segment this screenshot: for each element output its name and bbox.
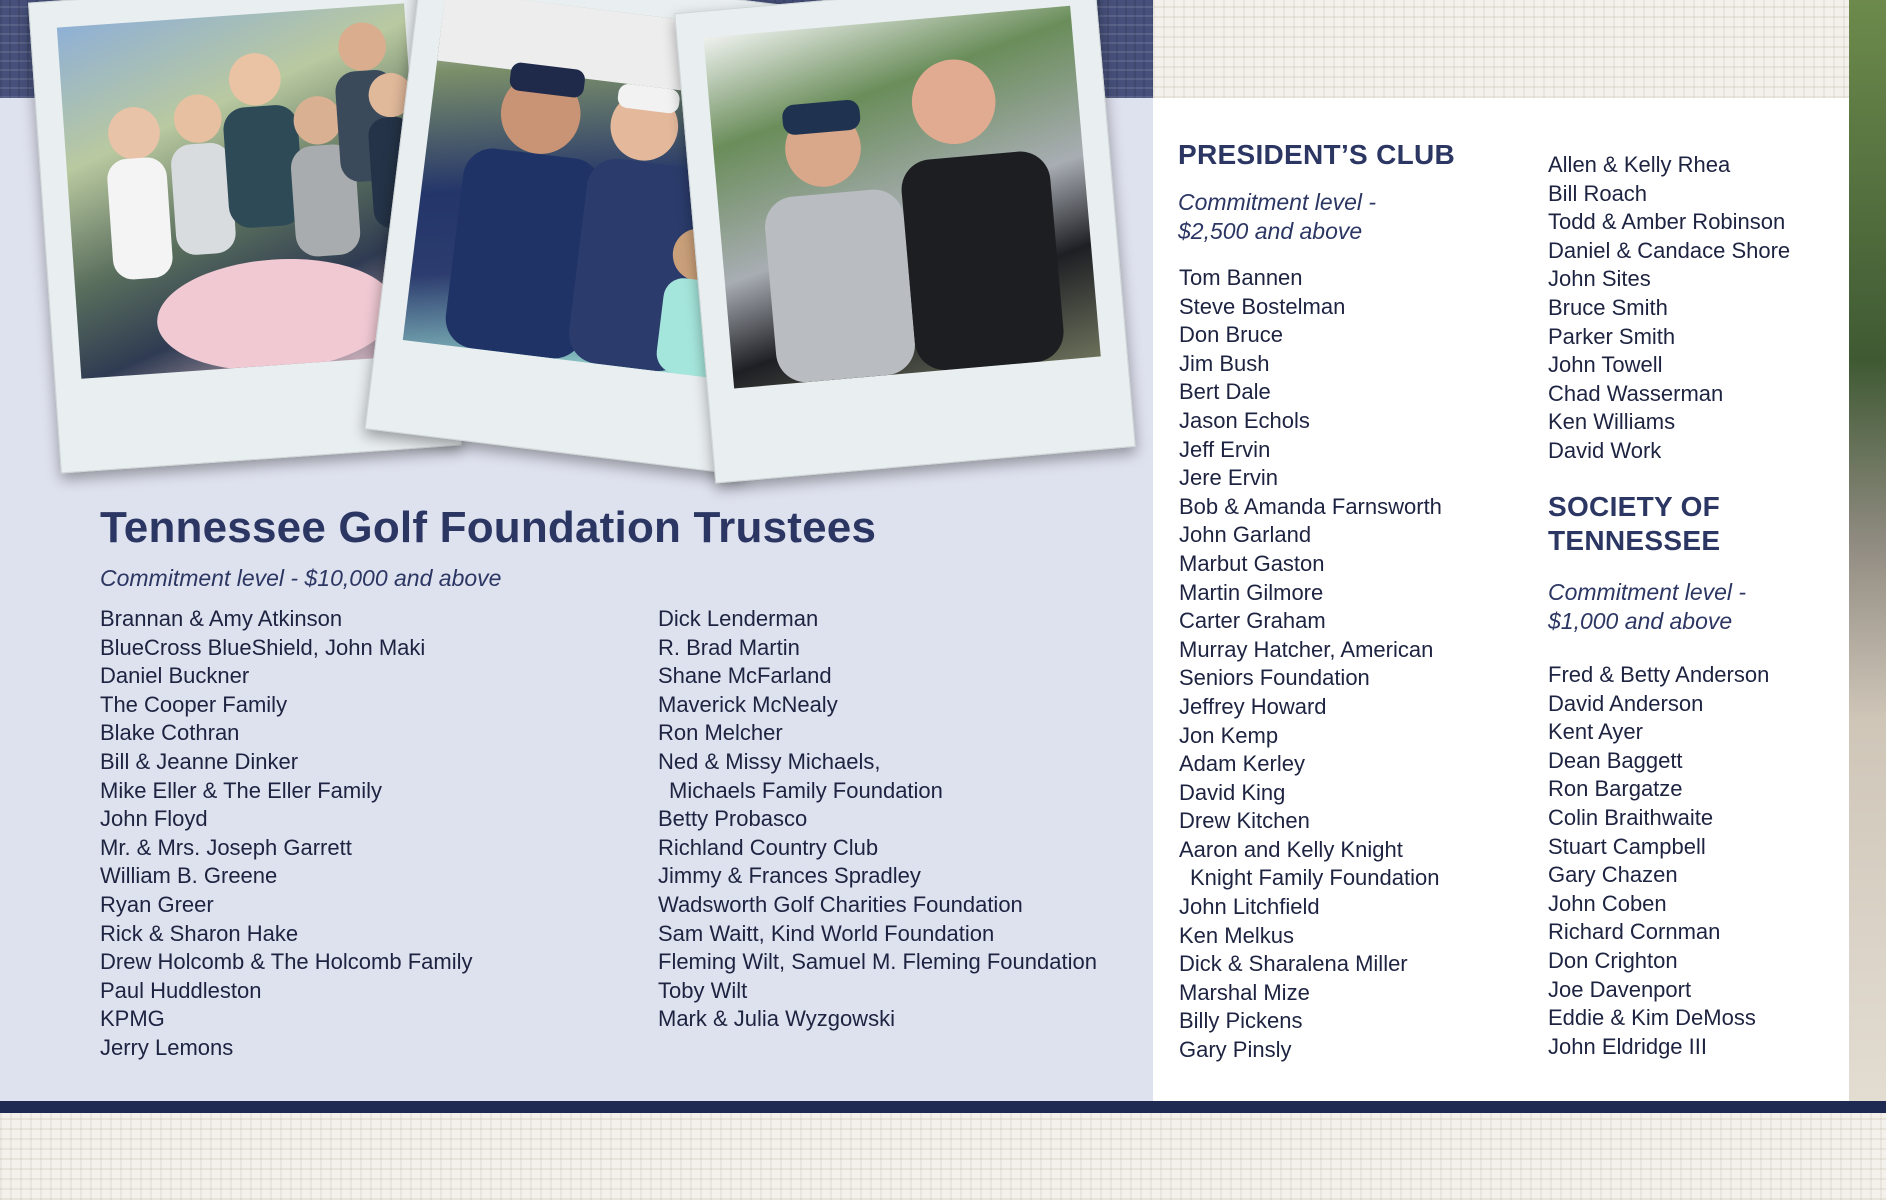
list-item: Rick & Sharon Hake (100, 920, 299, 946)
list-item: Seniors Foundation (1179, 665, 1370, 691)
list-item: John Sites (1548, 266, 1651, 292)
polaroid-photo-two-golfers (674, 0, 1136, 483)
list-item: Ned & Missy Michaels, (658, 748, 881, 774)
list-item: Marbut Gaston (1179, 550, 1325, 576)
list-item: Ron Bargatze (1548, 776, 1683, 802)
society-list (1548, 661, 1769, 1061)
list-item: Betty Probasco (658, 806, 808, 832)
photo-two-golfers (703, 6, 1100, 389)
list-item: Daniel Buckner (100, 663, 250, 689)
list-item: Dean Baggett (1548, 747, 1683, 773)
list-item: Eddie & Kim DeMoss (1548, 1005, 1756, 1031)
list-item: Mike Eller & The Eller Family (100, 777, 382, 803)
list-item: Ken Melkus (1179, 922, 1294, 948)
trustees-list-column-1 (100, 605, 472, 1063)
list-item: Fred & Betty Anderson (1548, 662, 1770, 687)
list-item: Kent Ayer (1548, 719, 1643, 745)
list-item: Jeff Ervin (1179, 436, 1271, 462)
list-item: Maverick McNealy (658, 691, 838, 717)
right-pattern-band (1153, 0, 1849, 98)
list-item: David Anderson (1548, 690, 1704, 716)
presidents-club-heading: PRESIDENT’S CLUB (1178, 139, 1456, 170)
list-item: John Coben (1548, 890, 1667, 916)
list-item: BlueCross BlueShield, John Maki (100, 634, 426, 660)
list-item: Bill Roach (1548, 180, 1648, 206)
list-item: William B. Greene (100, 863, 278, 889)
list-item: Richland Country Club (658, 834, 879, 860)
list-item: Carter Graham (1179, 608, 1326, 634)
list-item: Adam Kerley (1179, 751, 1305, 777)
list-item: Knight Family Foundation (1190, 865, 1440, 891)
presidents-club-list-column-2 (1548, 151, 1790, 466)
list-item: Mark & Julia Wyzgowski (658, 1006, 895, 1032)
society-of-tennessee-heading: SOCIETY OF TENNESSEE (1548, 491, 1721, 556)
list-item: Ken Williams (1548, 409, 1676, 435)
presidents-club-list-column-1 (1179, 264, 1442, 1065)
list-item: Bruce Smith (1548, 294, 1668, 320)
list-item: Stuart Campbell (1548, 833, 1706, 859)
list-item: Drew Holcomb & The Holcomb Family (100, 949, 473, 975)
list-item: Jerry Lemons (100, 1034, 234, 1060)
list-item: Jere Ervin (1179, 465, 1279, 491)
list-item: Bob & Amanda Farnsworth (1179, 493, 1442, 519)
list-item: Mr. & Mrs. Joseph Garrett (100, 834, 352, 860)
list-item: Gary Pinsly (1179, 1037, 1292, 1063)
list-item: Todd & Amber Robinson (1548, 209, 1786, 235)
list-item: Jason Echols (1179, 407, 1310, 433)
list-item: David Work (1548, 437, 1662, 463)
list-item: Dick & Sharalena Miller (1179, 951, 1408, 977)
list-item: Brannan & Amy Atkinson (100, 606, 343, 631)
list-item: Aaron and Kelly Knight (1179, 836, 1403, 862)
list-item: Fleming Wilt, Samuel M. Fleming Foundation (658, 949, 1097, 975)
list-item: John Towell (1548, 352, 1663, 378)
list-item: Wadsworth Golf Charities Foundation (658, 891, 1023, 917)
list-item: Billy Pickens (1179, 1008, 1303, 1034)
list-item: Colin Braithwaite (1548, 804, 1714, 830)
list-item: John Floyd (100, 806, 208, 832)
list-item: Ron Melcher (658, 720, 783, 746)
list-item: Drew Kitchen (1179, 808, 1310, 834)
list-item: Daniel & Candace Shore (1548, 237, 1791, 263)
list-item: R. Brad Martin (658, 634, 800, 660)
list-item: Jon Kemp (1179, 722, 1279, 748)
list-item: Bert Dale (1179, 379, 1271, 405)
list-item: David King (1179, 779, 1286, 805)
list-item: Tom Bannen (1179, 265, 1303, 290)
list-item: Jim Bush (1179, 350, 1270, 376)
list-item: Blake Cothran (100, 720, 240, 746)
list-item: Don Crighton (1548, 947, 1678, 973)
presidents-club-commitment-level: Commitment level - $2,500 and above (1178, 189, 1377, 244)
trustees-title: Tennessee Golf Foundation Trustees (100, 503, 877, 552)
list-item: Marshal Mize (1179, 979, 1310, 1005)
list-item: Shane McFarland (658, 663, 832, 689)
list-item: Jimmy & Frances Spradley (658, 863, 921, 889)
page-edge-photo (1849, 0, 1886, 1200)
list-item: Dick Lenderman (658, 606, 819, 631)
list-item: Murray Hatcher, American (1179, 636, 1434, 662)
bottom-pattern-band (0, 1113, 1886, 1200)
list-item: KPMG (100, 1006, 165, 1032)
list-item: Don Bruce (1179, 322, 1283, 348)
list-item: John Litchfield (1179, 894, 1320, 920)
list-item: Steve Bostelman (1179, 293, 1346, 319)
list-item: Toby Wilt (658, 977, 748, 1003)
society-commitment-level: Commitment level - $1,000 and above (1548, 579, 1747, 634)
list-item: Martin Gilmore (1179, 579, 1324, 605)
list-item: Allen & Kelly Rhea (1548, 152, 1731, 177)
list-item: Paul Huddleston (100, 977, 262, 1003)
trustees-list-column-2 (658, 605, 1097, 1034)
trustees-commitment-level: Commitment level - $10,000 and above (100, 565, 502, 591)
photo-group-at-table (57, 3, 429, 378)
list-item: The Cooper Family (100, 691, 288, 717)
list-item: Parker Smith (1548, 323, 1676, 349)
list-item: Michaels Family Foundation (669, 777, 943, 803)
list-item: John Garland (1179, 522, 1312, 548)
list-item: Chad Wasserman (1548, 380, 1724, 406)
list-item: Ryan Greer (100, 891, 214, 917)
list-item: Jeffrey Howard (1179, 693, 1327, 719)
list-item: Bill & Jeanne Dinker (100, 748, 299, 774)
bottom-rule (0, 1101, 1886, 1113)
list-item: Richard Cornman (1548, 919, 1721, 945)
list-item: Sam Waitt, Kind World Foundation (658, 920, 995, 946)
list-item: John Eldridge III (1548, 1033, 1707, 1059)
list-item: Gary Chazen (1548, 862, 1678, 888)
list-item: Joe Davenport (1548, 976, 1692, 1002)
